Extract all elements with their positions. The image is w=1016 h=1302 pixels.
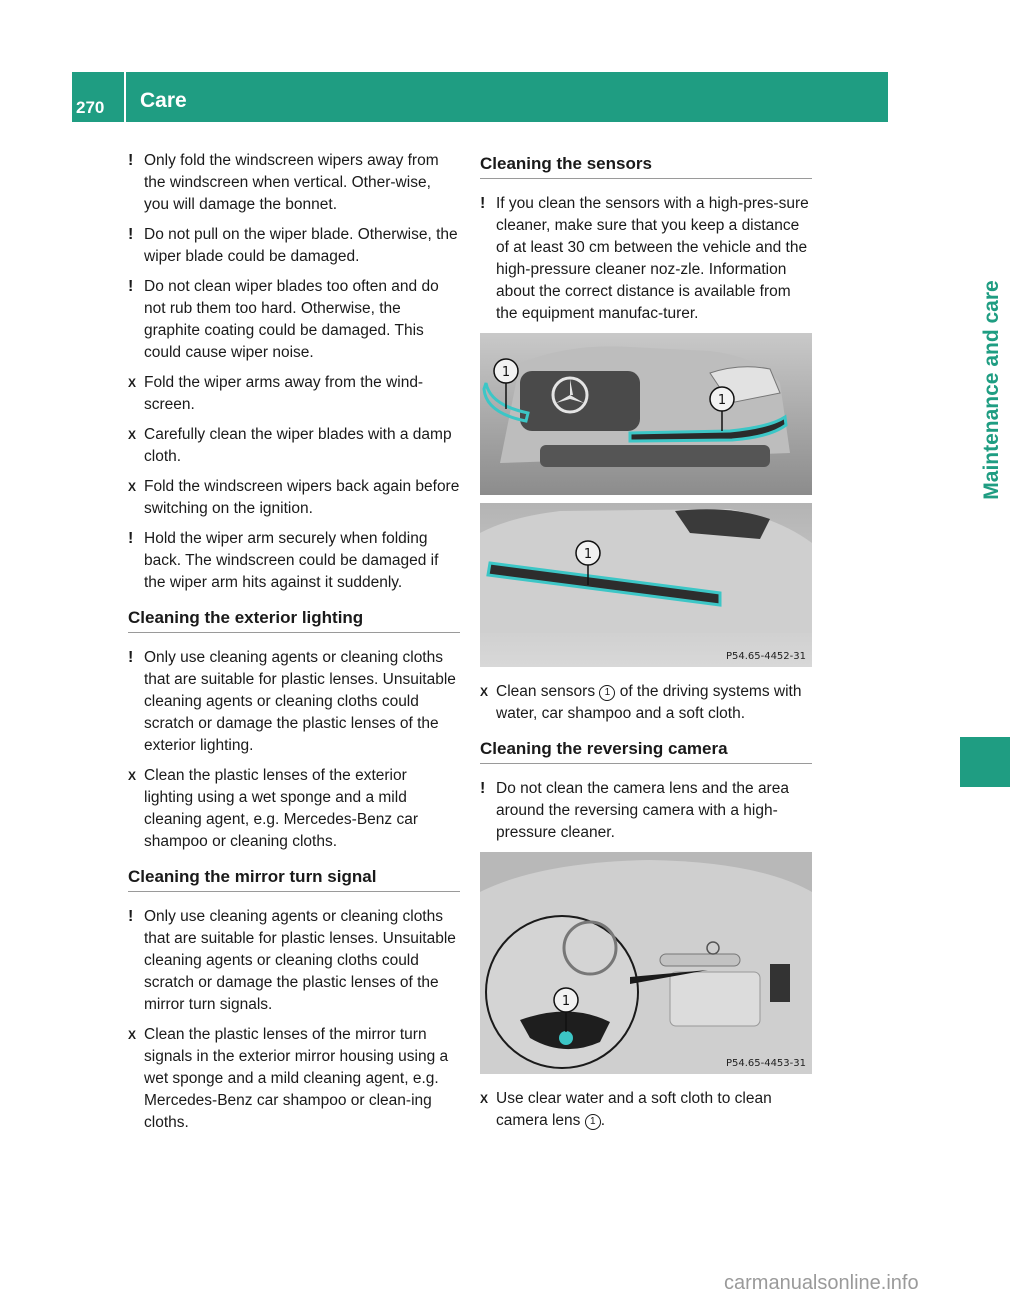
camera-lens-highlight [559,1031,573,1045]
image-code: P54.65-4452-31 [725,651,806,662]
licence-plate-area [670,972,760,1026]
handle-bar [660,954,740,966]
callout-number: 1 [501,365,511,380]
section-heading-mirror: Cleaning the mirror turn signal [128,867,460,892]
car-bumper-sensors-image [480,333,812,667]
instruction-step: X Clean the plastic lenses of the mirror turn signals in the exterior mirror housing using a wet sponge and a mild cleaning agent, e.g. Mercedes-Benz car shampoo or clean-ing cloths. [128,1024,460,1134]
callout-ref-icon: 1 [599,685,615,701]
right-column [480,150,812,1140]
instruction-step: X Carefully clean the wiper blades with a damp cloth. [128,424,460,468]
instruction-step: X Fold the windscreen wipers back again before switching on the ignition. [128,476,460,520]
callout-number: 1 [583,547,593,562]
side-tab: Maintenance and care [888,72,960,1072]
header-bar [72,72,888,122]
section-heading-sensors: Cleaning the sensors [480,154,812,179]
warning-note: ! Only use cleaning agents or cleaning cloths that are suitable for plastic lenses. Unsuitable cleaning agents or cleaning cloths could scratch or damage the plastic lenses of the exterior lighting. [128,647,460,757]
header-divider [124,72,126,122]
section-heading-camera: Cleaning the reversing camera [480,739,812,764]
lower-air-intake [540,445,770,467]
instruction-step: X Use clear water and a soft cloth to clean camera lens 1 . [480,1088,812,1132]
warning-note: ! Hold the wiper arm securely when folding back. The windscreen could be damaged if the wiper arm hits against it suddenly. [128,528,460,594]
camera-illustration [480,852,812,1074]
callout-number: 1 [717,393,727,408]
warning-note: ! Do not clean wiper blades too often and do not rub them too hard. Otherwise, the graphite coating could be damaged. This could cause wiper noise. [128,276,460,364]
page-title: Care [140,89,187,112]
side-tab-block [960,737,1010,787]
callout-number: 1 [561,994,571,1009]
page-number: 270 [76,98,105,117]
section-heading-lighting: Cleaning the exterior lighting [128,608,460,633]
warning-note: ! Do not pull on the wiper blade. Otherwise, the wiper blade could be damaged. [128,224,460,268]
sensor-illustration [480,333,812,667]
warning-note: ! Only use cleaning agents or cleaning cloths that are suitable for plastic lenses. Unsuitable cleaning agents or cleaning cloths could scratch or damage the plastic lenses of the mirror turn signals. [128,906,460,1016]
rear-camera-image [480,852,812,1074]
warning-note: ! Only fold the windscreen wipers away from the windscreen when vertical. Other-wise, you will damage the bonnet. [128,150,460,216]
left-column [128,150,460,1142]
warning-note: ! If you clean the sensors with a high-pres-sure cleaner, make sure that you keep a distance of at least 30 cm between the vehicle and the high-pressure cleaner noz-zle. Information about the correct distance is available from the equipment manufac-turer. [480,193,812,325]
tail-lamp-icon [770,964,790,1002]
instruction-step: X Fold the wiper arms away from the wind-screen. [128,372,460,416]
warning-note: ! Do not clean the camera lens and the area around the reversing camera with a high-pressure cleaner. [480,778,812,844]
image-code: P54.65-4453-31 [725,1058,806,1069]
callout-ref-icon: 1 [585,1114,601,1130]
instruction-step: X Clean the plastic lenses of the exterior lighting using a wet sponge and a mild cleaning agent, e.g. Mercedes-Benz car shampoo or cleaning cloths. [128,765,460,853]
instruction-step: X Clean sensors 1 of the driving systems with water, car shampoo and a soft cloth. [480,681,812,725]
